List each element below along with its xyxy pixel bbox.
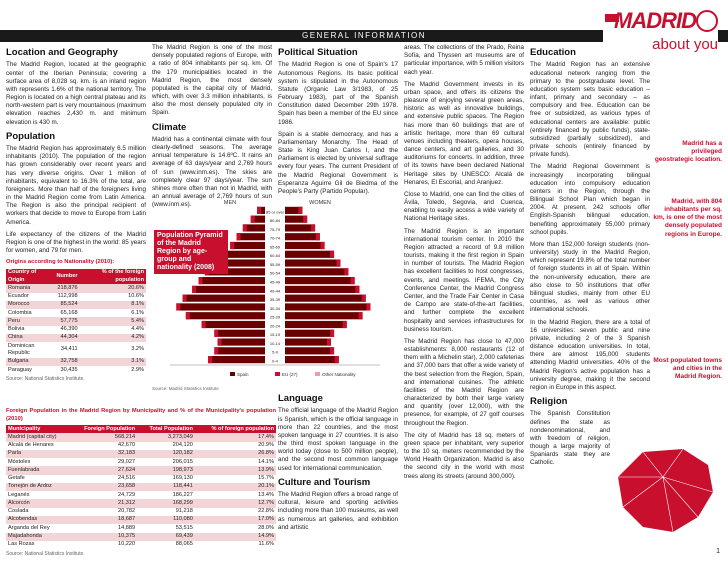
bar-women-eu — [336, 259, 340, 266]
table-cell: 11.6% — [258, 541, 274, 548]
table-cell: 568,214 — [70, 433, 137, 441]
bar-men — [214, 330, 265, 337]
table-cell: 14,889 — [117, 524, 136, 531]
bar-men-eu — [186, 312, 190, 319]
table-cell: 10,375 — [70, 533, 137, 541]
table-cell: 5.4% — [80, 317, 146, 325]
legend-label: Other Nationality — [322, 372, 356, 377]
table-cell: Alcalá de Henares — [8, 442, 54, 449]
bar-women — [285, 242, 325, 249]
bar-women — [285, 303, 371, 310]
age-label: 5-9 — [272, 349, 278, 355]
table-cell: Coslada — [8, 508, 29, 515]
bar-women-eu — [359, 312, 363, 319]
table-cell: 15.7% — [258, 475, 274, 482]
crown-icon — [696, 10, 718, 32]
table-cell: 10.6% — [128, 293, 144, 300]
urban-text: The Madrid Government invests in its urban space, and offers its citizens the pleasure of enjoying several green areas, historic as well as innovative buildings, and extensive public spaces. The Region has more than 60 buildings that are of artistic heritage, more than 69 cultural venues including theaters, opera houses, dance centers, and art galleries, and 30 auditoriums for concerts. In addition, three of its towns have been declared National Heritage sites by UNESCO: Alcalá de Henares, El Escorial, and Aranjuez. — [404, 80, 524, 186]
muni-header-total: Total Population — [137, 425, 195, 433]
age-label: 15-19 — [269, 332, 281, 338]
bar-men-eu — [218, 338, 222, 345]
table-cell: 24,516 — [117, 475, 136, 482]
location-heading: Location and Geography — [6, 47, 118, 58]
table-cell: 8.1% — [80, 301, 146, 309]
municipality-source: Source: National Statistics Institute. — [6, 551, 85, 558]
bar-women-eu — [351, 277, 355, 284]
bar-men — [199, 277, 266, 284]
bar-men-eu — [257, 207, 261, 214]
bar-women — [285, 268, 348, 275]
table-row — [6, 366, 146, 374]
legend-swatch — [275, 372, 280, 376]
table-cell: Ecuador — [8, 293, 29, 300]
table-row — [6, 475, 276, 483]
bar-men-eu — [202, 321, 206, 328]
table-row — [6, 358, 146, 366]
bar-women-eu — [335, 356, 339, 363]
table-cell: 13.4% — [258, 491, 274, 498]
bar-women — [285, 338, 331, 345]
table-row — [6, 309, 146, 317]
education-text-4: In the Madrid Region, there are a total of 16 universities: seven public and nine private, including 2 of the 3 Spanish distance education universities. In total, there are almost 195,000 students attending Madrid universities. 40% of the Madrid Region's active population has a university degree, making it the second region in Europe in this aspect. — [530, 318, 650, 391]
muni-header-name: Municipality — [6, 425, 70, 433]
table-cell: Romania — [6, 284, 54, 292]
table-cell: 118,441 — [137, 483, 195, 491]
table-cell: 186,227 — [172, 491, 193, 498]
age-label: 10-14 — [269, 340, 281, 346]
bar-men — [183, 295, 265, 302]
table-row — [6, 317, 146, 325]
age-label: 45-49 — [269, 279, 281, 285]
table-row — [6, 499, 276, 507]
bar-women-eu — [362, 295, 366, 302]
table-row — [6, 466, 276, 474]
table-cell: Leganés — [8, 491, 30, 498]
pyramid-source: Source: Madrid Statistics Institute — [152, 386, 219, 391]
bar-men — [218, 338, 266, 345]
table-cell: 27,624 — [70, 466, 137, 474]
table-cell: 120,182 — [137, 450, 195, 458]
population-pyramid — [150, 196, 400, 392]
table-cell: 12.7% — [195, 499, 276, 507]
age-label: 35-39 — [269, 297, 281, 303]
political-text-1: The Madrid Region is one of Spain's 17 Autonomous Regions. Its basic political system is stipulated in the Autonomous Statute (Organic Law 3/1983, of 25 February 1983), part of the Spanish Constitution dated December 29th 1978. Spain has been a member of the EU since 1986. — [278, 61, 398, 126]
table-cell: 32,758 — [54, 358, 79, 366]
table-cell: 2.9% — [131, 366, 144, 373]
side-note-location: Madrid has a privileged geostrategic location. — [654, 140, 722, 164]
bar-women — [285, 233, 320, 240]
table-cell: Bulgaria — [6, 358, 54, 366]
table-cell: 20.9% — [258, 442, 274, 449]
bar-women — [285, 224, 315, 231]
population-heading: Population — [6, 130, 56, 142]
label-women: WOMEN — [309, 200, 331, 206]
table-cell: Paraguay — [8, 366, 32, 373]
table-cell: 85,524 — [54, 301, 79, 309]
table-cell: 91,218 — [175, 508, 193, 515]
table-cell: Fuenlabrada — [6, 466, 70, 474]
table-row — [6, 326, 146, 334]
madrid-logo — [603, 2, 718, 58]
age-label: 20-24 — [269, 323, 281, 329]
pyramid-chart — [150, 196, 400, 392]
table-cell: 69,439 — [137, 533, 195, 541]
side-note-towns: Most populated towns and cities in the Madrid Region. — [653, 357, 722, 381]
bar-women — [285, 356, 339, 363]
bar-women — [285, 251, 334, 258]
bar-men — [192, 286, 265, 293]
bar-men-eu — [214, 330, 218, 337]
bar-men — [176, 303, 265, 310]
table-cell: 4.4% — [131, 326, 144, 333]
table-cell: 206,015 — [172, 458, 193, 465]
table-cell: China — [6, 334, 54, 342]
logo-main-text: MADRID — [614, 8, 696, 33]
bar-men-eu — [192, 286, 196, 293]
table-cell: 20,782 — [117, 508, 136, 515]
section-title: GENERAL INFORMATION — [301, 31, 427, 40]
table-cell: 13.9% — [195, 466, 276, 474]
table-row — [6, 508, 276, 516]
table-cell: 3.1% — [80, 358, 146, 366]
life-expectancy-text: Life expectancy of the citizens of the Madrid Region is one of the highest in the world: 85 years for women, and 79 for men. — [6, 230, 146, 255]
table-cell: Torrejón de Ardoz — [6, 483, 70, 491]
pyramid-title: Population Pyramid of the Madrid Region by age-group and nationality (2008) — [154, 230, 228, 274]
bar-women — [285, 347, 334, 354]
table-cell: Alcorcón — [6, 499, 70, 507]
table-cell: 24,729 — [117, 491, 136, 498]
table-cell: Alcobendas — [6, 516, 70, 524]
table-cell: 23,658 — [70, 483, 137, 491]
culture-heading: Culture and Tourism — [278, 476, 371, 488]
tourism-text: The Madrid Region is an important international tourism center. In 2010 the Region attracted a record of 9.8 million tourists, making it the first region in Spain in number of tourists. The Madrid Region has excellent facilities to host congresses, events, and meetings. IFEMA, the City Conference Center, the Madrid Congress Center, and the Trade Fair Center in Casa de Campo are state-of-the-art facilities, and further complete the excellent hospitality and services infrastructures for business tourism. — [404, 227, 524, 333]
table-cell: 17.4% — [195, 433, 276, 441]
bar-men-eu — [214, 347, 218, 354]
bar-women-eu — [330, 330, 334, 337]
table-cell: 53,515 — [175, 524, 193, 531]
age-label: 0-4 — [272, 358, 278, 364]
bar-men — [202, 321, 265, 328]
age-label: 25-29 — [269, 314, 281, 320]
column-5 — [530, 44, 650, 472]
municipality-section — [6, 406, 276, 558]
culture-text: The Madrid Region offers a broad range of cultural, leisure and sporting activities including more than 100 museums, as well as numerous art galleries, and exhibition and artistic — [278, 491, 398, 531]
table-cell: 88,065 — [175, 541, 193, 548]
table-cell: 14.9% — [195, 533, 276, 541]
education-text-2: The Madrid Regional Government is increasingly incorporating bilingual education into compulsory education centers in the Region, through the Bilingual School Plan which began in 2004. At present, 242 schools offer English-Spanish bilingual education, benefiting approximately 55,000 primary school pupils. — [530, 163, 650, 236]
table-cell: Móstoles — [8, 458, 31, 465]
origins-header-pct: % of the foreign population — [80, 269, 146, 285]
establishments-text: The Madrid Region has close to 47,000 establishments: 8,000 restaurants (12 of them with a Michelin star), 2,000 cafeterias and 37,000 bars that offer a wide variety of the best selection from the Region, Spain, and international cuisines. The athletic facilities of the Madrid Region are characterized by both their large variety and quantity (over 12,000), with the presence, for example, of 27 golf courses throughout the Region. — [404, 337, 524, 427]
bar-women-eu — [298, 207, 302, 214]
logo-sub-text: about you — [652, 36, 718, 53]
table-row — [6, 334, 146, 342]
muni-header-foreign: Foreign Population — [70, 425, 137, 433]
legend-swatch — [230, 372, 235, 376]
table-cell: 14.1% — [258, 458, 274, 465]
climate-heading: Climate — [152, 121, 187, 133]
population-text: The Madrid Region has approximately 6.5 million inhabitants (2010). The population of the region has grown considerably over recent years and has very diverse origins. Over 1 million of inhabitants, equivalent to 16.3% of the total, are foreigners. More than half of the foreigners living in the Madrid Region come from Latin America. The Region is also the principal recipient of workers that decide to move to Europe from Latin America. — [6, 145, 146, 226]
table-cell: Bolivia — [8, 326, 25, 333]
table-cell: 112,998 — [57, 293, 78, 300]
table-row — [6, 301, 146, 309]
green-space-text: The city of Madrid has 18 sq. meters of green space per inhabitant, very superior to the 10 sq. meters recommended by the World Health Organization. Madrid is also the second city in the world with most trees along its streets (around 300,000). — [404, 431, 524, 480]
education-text-3: More than 152,000 foreign students (non-university) study in the Madrid Region, which represent 19.8% of the total number of foreign students in all of Spain. Within the non-university education, there are also close to 50 institutions that offer bilingual studies, mainly from other EU countries, as well as various other international schools. — [530, 240, 650, 314]
bar-men-eu — [237, 233, 241, 240]
table-cell: Majadahonda — [6, 533, 70, 541]
bar-women — [285, 277, 355, 284]
table-cell: 42,670 — [117, 442, 136, 449]
table-cell: 65,168 — [60, 309, 78, 316]
table-row — [6, 533, 276, 541]
table-cell: 204,120 — [172, 442, 193, 449]
origins-table-title: Origins according to Nationality (2010): — [6, 259, 115, 266]
table-cell: Madrid (capital city) — [6, 433, 70, 441]
municipality-table-title: Foreign Population in the Madrid Region by Municipality and % of the Municipality's population (2010) — [6, 408, 276, 422]
column-4 — [404, 44, 524, 485]
table-cell: 169,130 — [172, 475, 193, 482]
bar-women-eu — [316, 233, 320, 240]
bar-women — [285, 295, 366, 302]
age-label: 30-34 — [269, 305, 281, 311]
table-row — [6, 524, 276, 532]
education-heading: Education — [530, 47, 576, 58]
age-label: 65-69 — [269, 244, 281, 250]
table-row — [6, 483, 276, 491]
table-cell: 18,687 — [70, 516, 137, 524]
bar-women — [285, 330, 334, 337]
bar-men-eu — [176, 303, 180, 310]
table-cell: 6.1% — [131, 309, 144, 316]
bar-women-eu — [367, 303, 371, 310]
bar-men-eu — [251, 216, 255, 223]
muni-header-pct: % of foreign population — [195, 425, 276, 433]
table-cell: Morocco — [6, 301, 54, 309]
climate-text: Madrid has a continental climate with four clearly-defined seasons. The average annual temperature is 14.6ºC. It rains an average of 63 days/year and 2,769 hours of sun (www.inm.es). The skies are completely clear 97 days/year. The sun shines more often than not in Madrid, with an annual average of 2,769 hours of sun (www.inm.es). — [152, 135, 272, 209]
bar-women-eu — [330, 251, 334, 258]
bar-men — [230, 242, 265, 249]
age-label: 50-54 — [269, 270, 281, 276]
table-cell: 20.1% — [195, 483, 276, 491]
legend-label: EU (27) — [282, 372, 298, 377]
bar-men-eu — [183, 295, 187, 302]
table-cell: 34,411 — [60, 346, 78, 353]
religion-text: The Spanish Constitution defines the state as nondenominational, and with freedom of religion, though a large majority of Spaniards state they are Catholic. — [530, 410, 610, 467]
municipality-table — [6, 425, 276, 549]
age-label: 85 or over — [265, 209, 285, 215]
table-cell: Peru — [6, 317, 54, 325]
political-text-2: Spain is a stable democracy, and has a Parliamentary Monarchy. The Head of State is King Juan Carlos I, and the Parliament is elected by universal suffrage every four years. The current President of the Madrid Regional Government is Esperanza Aguirre Gil de Biedma of the People's Party (Partido Popular). — [278, 130, 398, 195]
age-label: 70-74 — [269, 235, 281, 241]
age-label: 55-59 — [269, 261, 281, 267]
bar-men-eu — [208, 356, 212, 363]
language-heading: Language — [278, 393, 323, 404]
table-cell: 3,273,049 — [137, 433, 195, 441]
table-cell: 218,876 — [54, 284, 79, 292]
origins-header-number: Number — [54, 269, 79, 285]
political-heading: Political Situation — [278, 47, 358, 58]
bar-men-eu — [199, 277, 203, 284]
bar-women — [285, 286, 359, 293]
age-label: 80-84 — [269, 218, 281, 224]
museums-text: areas. The collections of the Prado, Reina Sofía, and Thyssen art museums are of particular importance, with 5 million visitors each year. — [404, 44, 524, 76]
bar-men — [208, 356, 265, 363]
table-cell: 4.2% — [80, 334, 146, 342]
label-men: MEN — [223, 200, 237, 206]
table-cell: 168,299 — [137, 499, 195, 507]
table-cell: Colombia — [8, 309, 32, 316]
table-row — [6, 450, 276, 458]
education-text-1: The Madrid Region has an extensive educational network ranging from the primary to the postgraduate level. The education system sets basic education – infant, primary and secondary – as compulsory and free. Education can be free or subsidized, as various types of educational centers are available: public (entirely financed by public funds), state-subsidized (partially subsidized), and private schools (entirely financed by private funds). — [530, 61, 650, 159]
bar-men — [186, 312, 265, 319]
cities-text: Close to Madrid, one can find the cities of Ávila, Toledo, Segovia, and Cuenca, enabling to easily access a wide variety of National Heritage sites. — [404, 190, 524, 223]
language-text: The official language of the Madrid Region is Spanish, which is the official language in more than 22 countries, and the most spoken language in 27 countries. It is also the third most spoken language in the world today (close to 500 million people), and the second most common language used for international communication. — [278, 407, 398, 472]
table-cell: Las Rozas — [8, 541, 35, 548]
table-row — [6, 433, 276, 441]
table-row — [6, 541, 276, 549]
table-cell: 22.8% — [258, 508, 274, 515]
bar-women-eu — [327, 338, 331, 345]
table-cell: Parla — [6, 450, 70, 458]
table-cell: 29,027 — [117, 458, 136, 465]
madrid-map-icon — [613, 447, 721, 537]
table-cell: 21,312 — [70, 499, 137, 507]
bar-women-eu — [321, 242, 325, 249]
table-row — [6, 491, 276, 499]
table-row — [6, 284, 146, 292]
bar-women — [285, 259, 340, 266]
table-cell: 20.6% — [80, 284, 146, 292]
age-label: 75-79 — [269, 226, 281, 232]
table-cell: 198,973 — [137, 466, 195, 474]
table-cell: 10,220 — [117, 541, 136, 548]
table-cell: 44,304 — [54, 334, 79, 342]
column-2 — [152, 44, 272, 213]
bar-men — [214, 347, 265, 354]
table-cell: 46,390 — [60, 326, 78, 333]
bar-women — [285, 321, 347, 328]
table-cell: 26.8% — [195, 450, 276, 458]
bar-women — [285, 312, 363, 319]
bar-men-eu — [243, 224, 247, 231]
bar-women-eu — [303, 216, 307, 223]
table-cell: Getafe — [8, 475, 25, 482]
religion-heading: Religion — [530, 396, 568, 408]
age-label: 60-64 — [269, 253, 281, 259]
legend-swatch — [315, 372, 320, 376]
bar-women-eu — [311, 224, 315, 231]
location-text: The Madrid Region, located at the geographic center of the Iberian Peninsula; covering a surface area of 8,028 sq. km. is an inland region with represents 1.6% of the national territory. The Region is located on a high central plateau and its north-western part is very mountainous (maximum elevation reaches 2,430 m. and minimum elevation is 430 m. — [6, 61, 146, 126]
table-row — [6, 458, 276, 466]
origins-table — [6, 269, 146, 374]
side-note-density: Madrid, with 804 inhabitants per sq. km, is one of the most densely populated regions in Europe. — [653, 198, 722, 238]
region-density-text: The Madrid Region is one of the most densely populated regions of Europe, with a ratio of 804 inhabitants per sq. km. Of the 179 municipalities located in the Madrid Region, the most densely populated is the capital city of Madrid, which, with over 3.3 million inhabitants, is also the most densely populated city in Spain. — [152, 44, 272, 117]
table-row — [6, 516, 276, 524]
table-cell: 17.0% — [195, 516, 276, 524]
column-1 — [6, 44, 146, 383]
origins-header-country: Country of Origin — [6, 269, 54, 285]
page-number: 1 — [716, 548, 720, 555]
table-cell: 30,435 — [60, 366, 78, 373]
table-cell: 57,775 — [54, 317, 79, 325]
table-cell: Dominican Republic — [8, 342, 35, 356]
bar-women-eu — [355, 286, 359, 293]
table-cell: Arganda del Rey — [8, 524, 50, 531]
table-cell: 28.0% — [258, 524, 274, 531]
table-row — [6, 293, 146, 301]
table-cell: 32,183 — [70, 450, 137, 458]
column-3-lower — [278, 390, 398, 536]
bar-men — [237, 233, 266, 240]
bar-women-eu — [344, 268, 348, 275]
column-3 — [278, 44, 398, 200]
bar-women-eu — [330, 347, 334, 354]
age-label: 40-44 — [269, 288, 281, 294]
bar-women-eu — [343, 321, 347, 328]
bar-men-eu — [230, 242, 234, 249]
table-cell: 3.2% — [131, 346, 144, 353]
table-row — [6, 342, 146, 358]
origins-source: Source: National Statistics Institute. — [6, 376, 85, 383]
legend-label: Spain — [237, 372, 249, 377]
table-row — [6, 442, 276, 450]
table-cell: 110,080 — [137, 516, 195, 524]
